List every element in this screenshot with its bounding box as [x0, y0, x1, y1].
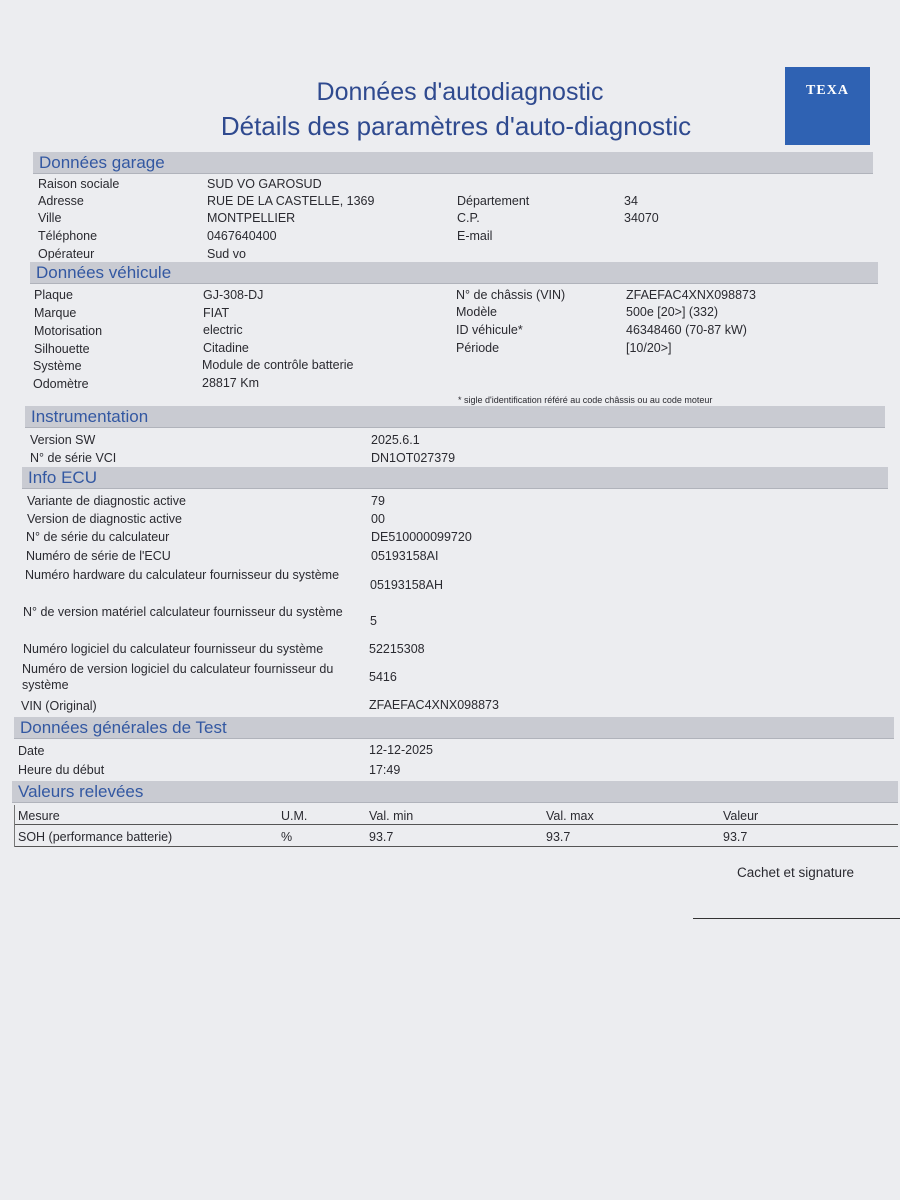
section-garage: Données garage: [33, 152, 873, 174]
texa-logo: TEXA: [785, 67, 870, 145]
periode-value: [10/20>]: [626, 341, 672, 355]
sw-value: 2025.6.1: [371, 433, 420, 447]
systeme-label: Système: [33, 359, 82, 373]
ville-label: Ville: [38, 211, 62, 225]
measure-name: SOH (performance batterie): [18, 830, 173, 844]
heure-value: 17:49: [369, 763, 401, 777]
document-subtitle: Détails des paramètres d'auto-diagnostic: [220, 111, 692, 141]
heure-label: Heure du début: [18, 763, 105, 777]
departement-value: 34: [624, 194, 638, 208]
email-label: E-mail: [457, 229, 493, 243]
section-vehicule: Données véhicule: [30, 262, 878, 284]
table-bottom-border: [14, 846, 898, 847]
plaque-value: GJ-308-DJ: [203, 288, 264, 302]
systeme-value: Module de contrôle batterie: [202, 358, 354, 372]
sw-label: Version SW: [30, 433, 96, 447]
silhouette-value: Citadine: [203, 341, 249, 355]
vin-value: ZFAEFAC4XNX098873: [626, 288, 756, 302]
col-header-um: U.M.: [281, 809, 308, 823]
date-label: Date: [18, 744, 45, 758]
ecu-row-value: 05193158AH: [370, 578, 443, 592]
ecu-row-value: 5: [370, 614, 377, 628]
cp-value: 34070: [624, 211, 659, 225]
motorisation-value: electric: [203, 323, 243, 337]
section-valeurs: Valeurs relevées: [12, 781, 898, 803]
ecu-row-value: 79: [371, 494, 385, 508]
motorisation-label: Motorisation: [34, 324, 103, 338]
measure-max: 93.7: [546, 830, 571, 844]
vehicle-id-footnote: * sigle d'identification référé au code châssis ou au code moteur: [458, 395, 713, 405]
ecu-row-label: Variante de diagnostic active: [27, 494, 186, 508]
ecu-row-label: Numéro logiciel du calculateur fournisseur du système: [23, 642, 324, 656]
modele-value: 500e [20>] (332): [626, 305, 719, 319]
ecu-row-value: DE510000099720: [371, 530, 472, 544]
adresse-value: RUE DE LA CASTELLE, 1369: [207, 194, 375, 208]
section-info-ecu: Info ECU: [22, 467, 888, 489]
col-header-valeur: Valeur: [723, 809, 759, 823]
idveh-label: ID véhicule*: [456, 323, 523, 337]
date-value: 12-12-2025: [369, 743, 433, 757]
vci-label: N° de série VCI: [30, 451, 117, 465]
ecu-row-label: VIN (Original): [21, 699, 97, 713]
adresse-label: Adresse: [38, 194, 84, 208]
silhouette-label: Silhouette: [34, 342, 90, 356]
cp-label: C.P.: [457, 211, 480, 225]
operateur-value: Sud vo: [207, 247, 246, 261]
ville-value: MONTPELLIER: [207, 211, 296, 225]
periode-label: Période: [456, 341, 500, 355]
ecu-row-value: 05193158AI: [371, 549, 439, 563]
ecu-row-value: 00: [371, 512, 385, 526]
table-left-border: [14, 805, 15, 847]
signature-label: Cachet et signature: [737, 865, 855, 880]
marque-value: FIAT: [203, 306, 230, 320]
section-test: Données générales de Test: [14, 717, 894, 739]
document-title: Données d'autodiagnostic: [316, 78, 604, 106]
col-header-mesure: Mesure: [18, 809, 60, 823]
ecu-row-value: 52215308: [369, 642, 425, 656]
odometre-label: Odomètre: [33, 377, 89, 391]
measure-min: 93.7: [369, 830, 394, 844]
section-instrumentation: Instrumentation: [25, 406, 885, 428]
odometre-value: 28817 Km: [202, 376, 259, 390]
ecu-row-label: Numéro de série de l'ECU: [26, 549, 171, 563]
measure-unit: %: [281, 830, 293, 844]
raison-label: Raison sociale: [38, 177, 120, 191]
vin-label: N° de châssis (VIN): [456, 288, 566, 302]
marque-label: Marque: [34, 306, 77, 320]
ecu-row-label: Version de diagnostic active: [27, 512, 182, 526]
plaque-label: Plaque: [34, 288, 73, 302]
ecu-row-label: Numéro hardware du calculateur fournisseur du système: [25, 568, 340, 582]
vci-value: DN1OT027379: [371, 451, 456, 465]
telephone-value: 0467640400: [207, 229, 277, 243]
signature-line: [693, 918, 900, 919]
ecu-row-label: Numéro de version logiciel du calculateur fournisseur du système: [22, 662, 334, 692]
ecu-row-label: N° de version matériel calculateur fournisseur du système: [23, 605, 343, 619]
telephone-label: Téléphone: [38, 229, 98, 243]
modele-label: Modèle: [456, 305, 497, 319]
measure-value: 93.7: [723, 830, 748, 844]
col-header-val-min: Val. min: [369, 809, 414, 823]
ecu-row-label: N° de série du calculateur: [26, 530, 170, 544]
raison-value: SUD VO GAROSUD: [207, 177, 322, 191]
ecu-row-value: 5416: [369, 670, 397, 684]
table-header-divider: [14, 824, 898, 825]
departement-label: Département: [457, 194, 530, 208]
ecu-row-value: ZFAEFAC4XNX098873: [369, 698, 499, 712]
idveh-value: 46348460 (70-87 kW): [626, 323, 747, 337]
col-header-val-max: Val. max: [546, 809, 594, 823]
operateur-label: Opérateur: [38, 247, 95, 261]
